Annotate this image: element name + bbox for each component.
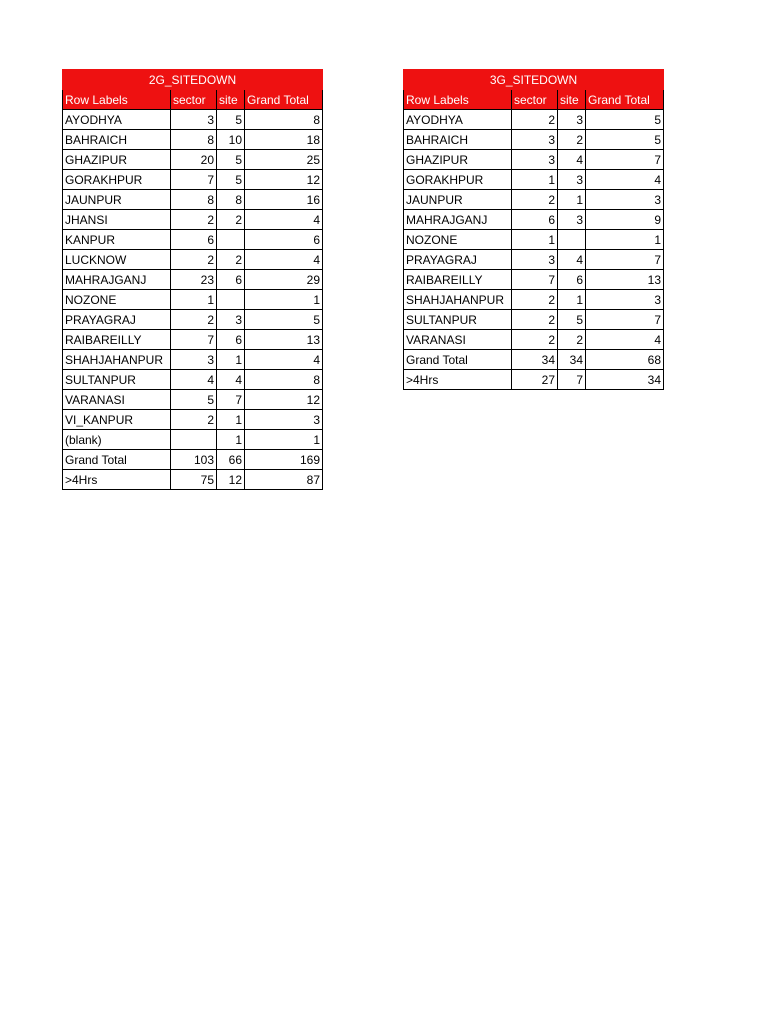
cell-sector: 6 <box>171 230 217 250</box>
cell-sector: 2 <box>512 310 558 330</box>
cell-grand-total: 68 <box>586 350 664 370</box>
table-row <box>404 230 664 250</box>
column-header-row-labels: Row Labels <box>404 90 512 110</box>
cell-sector: 2 <box>512 330 558 350</box>
cell-site: 3 <box>558 210 586 230</box>
cell-sector: 6 <box>512 210 558 230</box>
cell-row-label: GHAZIPUR <box>63 150 171 170</box>
cell-grand-total: 4 <box>245 210 323 230</box>
column-header-sector: sector <box>171 90 217 110</box>
cell-sector: 7 <box>171 330 217 350</box>
table-row <box>63 250 323 270</box>
table-row <box>63 410 323 430</box>
cell-grand-total: 34 <box>586 370 664 390</box>
table-row <box>404 370 664 390</box>
cell-grand-total: 6 <box>245 230 323 250</box>
cell-grand-total: 4 <box>245 350 323 370</box>
cell-row-label: VARANASI <box>404 330 512 350</box>
cell-row-label: VI_KANPUR <box>63 410 171 430</box>
table-row <box>404 170 664 190</box>
cell-site: 34 <box>558 350 586 370</box>
cell-row-label: JAUNPUR <box>404 190 512 210</box>
cell-grand-total: 7 <box>586 250 664 270</box>
cell-grand-total: 169 <box>245 450 323 470</box>
cell-site: 2 <box>558 330 586 350</box>
column-header-sector: sector <box>512 90 558 110</box>
cell-sector: 2 <box>171 410 217 430</box>
cell-grand-total: 12 <box>245 390 323 410</box>
cell-site: 6 <box>558 270 586 290</box>
table-row <box>404 290 664 310</box>
table-row <box>63 370 323 390</box>
cell-grand-total: 18 <box>245 130 323 150</box>
cell-row-label: BAHRAICH <box>404 130 512 150</box>
table-row <box>63 110 323 130</box>
cell-site: 7 <box>217 390 245 410</box>
cell-row-label: BAHRAICH <box>63 130 171 150</box>
cell-sector: 20 <box>171 150 217 170</box>
column-header-grand-total: Grand Total <box>586 90 664 110</box>
cell-site: 4 <box>558 250 586 270</box>
table-row <box>404 310 664 330</box>
cell-sector: 103 <box>171 450 217 470</box>
cell-row-label: JAUNPUR <box>63 190 171 210</box>
cell-sector: 2 <box>171 210 217 230</box>
cell-site: 5 <box>217 170 245 190</box>
table-row <box>63 470 323 490</box>
table-row <box>404 150 664 170</box>
cell-site: 2 <box>217 250 245 270</box>
cell-sector: 4 <box>171 370 217 390</box>
cell-row-label: AYODHYA <box>404 110 512 130</box>
cell-sector: 2 <box>171 250 217 270</box>
table-row <box>63 230 323 250</box>
cell-grand-total: 7 <box>586 150 664 170</box>
cell-site: 1 <box>558 290 586 310</box>
table-row <box>63 190 323 210</box>
table-row <box>404 130 664 150</box>
cell-grand-total: 8 <box>245 370 323 390</box>
cell-sector: 75 <box>171 470 217 490</box>
table-row <box>63 350 323 370</box>
cell-row-label: NOZONE <box>63 290 171 310</box>
cell-site: 1 <box>217 430 245 450</box>
cell-grand-total: 9 <box>586 210 664 230</box>
cell-sector: 2 <box>512 290 558 310</box>
cell-row-label: NOZONE <box>404 230 512 250</box>
table-row <box>63 150 323 170</box>
cell-grand-total: 25 <box>245 150 323 170</box>
cell-site: 1 <box>558 190 586 210</box>
table-row <box>404 210 664 230</box>
cell-row-label: MAHRAJGANJ <box>63 270 171 290</box>
table-row <box>63 210 323 230</box>
column-header-site: site <box>217 90 245 110</box>
table-row <box>404 350 664 370</box>
cell-sector: 8 <box>171 190 217 210</box>
cell-sector: 5 <box>171 390 217 410</box>
cell-row-label: GORAKHPUR <box>63 170 171 190</box>
cell-site: 3 <box>217 310 245 330</box>
cell-site: 4 <box>217 370 245 390</box>
cell-sector: 3 <box>171 350 217 370</box>
cell-sector: 3 <box>171 110 217 130</box>
cell-row-label: RAIBAREILLY <box>63 330 171 350</box>
cell-sector: 7 <box>512 270 558 290</box>
cell-grand-total: 4 <box>586 330 664 350</box>
cell-grand-total: 5 <box>245 310 323 330</box>
table-row <box>63 130 323 150</box>
cell-sector: 23 <box>171 270 217 290</box>
cell-grand-total: 87 <box>245 470 323 490</box>
cell-site: 12 <box>217 470 245 490</box>
table-row <box>404 250 664 270</box>
cell-site: 6 <box>217 270 245 290</box>
cell-row-label: MAHRAJGANJ <box>404 210 512 230</box>
cell-row-label: SHAHJAHANPUR <box>63 350 171 370</box>
table-row <box>63 310 323 330</box>
cell-row-label: LUCKNOW <box>63 250 171 270</box>
cell-grand-total: 3 <box>245 410 323 430</box>
cell-row-label: AYODHYA <box>63 110 171 130</box>
column-header-row-labels: Row Labels <box>63 90 171 110</box>
cell-row-label: Grand Total <box>404 350 512 370</box>
table-row <box>63 330 323 350</box>
table-row <box>63 270 323 290</box>
cell-row-label: VARANASI <box>63 390 171 410</box>
table-row <box>404 190 664 210</box>
column-header-site: site <box>558 90 586 110</box>
cell-grand-total: 5 <box>586 130 664 150</box>
cell-site: 1 <box>217 350 245 370</box>
table-row <box>63 450 323 470</box>
cell-grand-total: 16 <box>245 190 323 210</box>
cell-sector: 3 <box>512 250 558 270</box>
cell-sector: 2 <box>512 190 558 210</box>
table-row <box>63 290 323 310</box>
cell-grand-total: 12 <box>245 170 323 190</box>
cell-grand-total: 4 <box>245 250 323 270</box>
table-row <box>404 270 664 290</box>
cell-row-label: SULTANPUR <box>404 310 512 330</box>
cell-site: 5 <box>558 310 586 330</box>
cell-sector: 3 <box>512 130 558 150</box>
cell-site: 1 <box>217 410 245 430</box>
cell-site: 4 <box>558 150 586 170</box>
cell-grand-total: 1 <box>586 230 664 250</box>
cell-site: 66 <box>217 450 245 470</box>
cell-grand-total: 13 <box>245 330 323 350</box>
table-title: 2G_SITEDOWN <box>63 70 323 90</box>
cell-grand-total: 29 <box>245 270 323 290</box>
cell-site <box>217 230 245 250</box>
cell-sector: 2 <box>512 110 558 130</box>
cell-row-label: SHAHJAHANPUR <box>404 290 512 310</box>
column-header-grand-total: Grand Total <box>245 90 323 110</box>
cell-site <box>558 230 586 250</box>
cell-sector <box>171 430 217 450</box>
cell-grand-total: 5 <box>586 110 664 130</box>
cell-row-label: JHANSI <box>63 210 171 230</box>
cell-row-label: GHAZIPUR <box>404 150 512 170</box>
table-row <box>404 330 664 350</box>
cell-site: 6 <box>217 330 245 350</box>
cell-grand-total: 3 <box>586 290 664 310</box>
cell-sector: 8 <box>171 130 217 150</box>
cell-row-label: SULTANPUR <box>63 370 171 390</box>
cell-row-label: Grand Total <box>63 450 171 470</box>
cell-grand-total: 8 <box>245 110 323 130</box>
cell-site: 5 <box>217 110 245 130</box>
cell-row-label: PRAYAGRAJ <box>63 310 171 330</box>
cell-grand-total: 13 <box>586 270 664 290</box>
cell-row-label: KANPUR <box>63 230 171 250</box>
cell-sector: 27 <box>512 370 558 390</box>
cell-sector: 1 <box>512 230 558 250</box>
cell-sector: 3 <box>512 150 558 170</box>
cell-site: 5 <box>217 150 245 170</box>
cell-grand-total: 1 <box>245 430 323 450</box>
cell-row-label: >4Hrs <box>63 470 171 490</box>
cell-site: 3 <box>558 110 586 130</box>
cell-row-label: >4Hrs <box>404 370 512 390</box>
cell-grand-total: 7 <box>586 310 664 330</box>
table-title: 3G_SITEDOWN <box>404 70 664 90</box>
table-2g-sitedown <box>62 69 323 490</box>
cell-sector: 1 <box>171 290 217 310</box>
cell-row-label: (blank) <box>63 430 171 450</box>
cell-row-label: PRAYAGRAJ <box>404 250 512 270</box>
table-row <box>63 430 323 450</box>
table-3g-sitedown <box>403 69 664 390</box>
cell-sector: 2 <box>171 310 217 330</box>
cell-site: 10 <box>217 130 245 150</box>
table-row <box>404 110 664 130</box>
cell-sector: 1 <box>512 170 558 190</box>
cell-site: 8 <box>217 190 245 210</box>
cell-row-label: RAIBAREILLY <box>404 270 512 290</box>
cell-row-label: GORAKHPUR <box>404 170 512 190</box>
cell-grand-total: 1 <box>245 290 323 310</box>
table-row <box>63 390 323 410</box>
cell-sector: 34 <box>512 350 558 370</box>
cell-grand-total: 3 <box>586 190 664 210</box>
table-row <box>63 170 323 190</box>
cell-site: 2 <box>558 130 586 150</box>
cell-site <box>217 290 245 310</box>
cell-site: 7 <box>558 370 586 390</box>
cell-site: 3 <box>558 170 586 190</box>
cell-grand-total: 4 <box>586 170 664 190</box>
cell-sector: 7 <box>171 170 217 190</box>
cell-site: 2 <box>217 210 245 230</box>
